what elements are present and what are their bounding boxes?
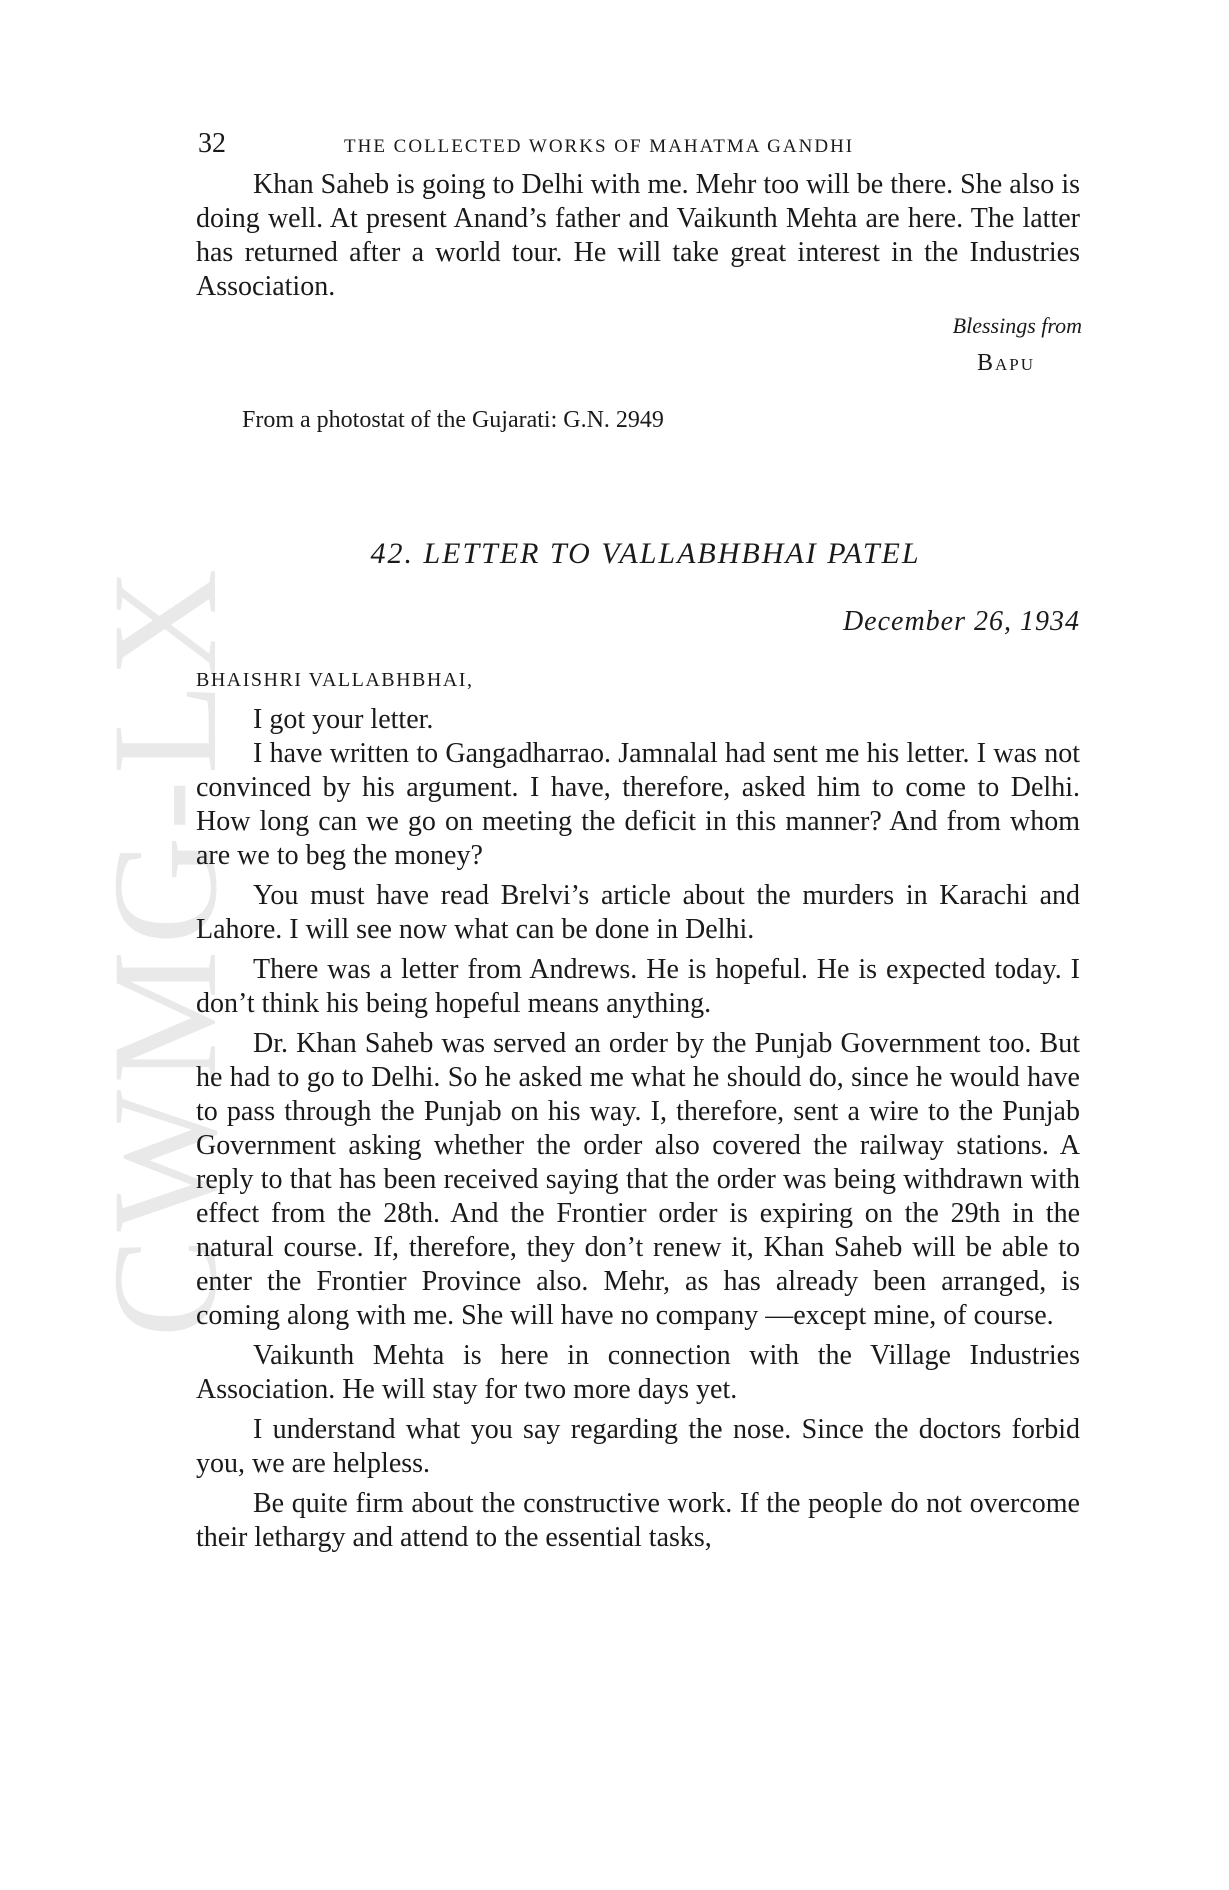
- book-page: [196, 128, 1080, 1555]
- body-paragraph: Dr. Khan Saheb was served an order by the Punjab Government too. But he had to go to Delhi. So he asked me what he should do, since he would have to pass through the Punjab on his way. I, therefore, sent a wire to the Punjab Government asking whether the order also covered the railway stations. A reply to that has been received saying that the order was being withdrawn with effect from the 28th. And the Frontier order is expiring on the 29th in the natural course. If, therefore, they don’t renew it, Khan Saheb will be able to enter the Frontier Province also. Mehr, as has already been arranged, is coming along with me. She will have no company —except mine, of course.: [196, 1028, 1080, 1331]
- page-number: 32: [198, 128, 226, 159]
- letter-closing: [196, 312, 1080, 377]
- signature-text: Bapu: [976, 350, 1035, 376]
- previous-letter-continuation: Khan Saheb is going to Delhi with me. Mehr too will be there. She also is doing well. At present Anand’s father and Vaikunth Mehta are here. The latter has returned after a world tour. He will take great interest in the Industries Association.: [196, 169, 1080, 302]
- body-paragraph: Vaikunth Mehta is here in connection with the Village Industries Association. He will stay for two more days yet.: [196, 1340, 1080, 1405]
- body-paragraph: I understand what you say regarding the nose. Since the doctors forbid you, we are helpless.: [196, 1414, 1080, 1479]
- running-title: THE COLLECTED WORKS OF MAHATMA GANDHI: [344, 136, 855, 157]
- letter-date: December 26, 1934: [842, 606, 1080, 637]
- body-paragraph: I got your letter.: [253, 704, 434, 735]
- signature: [196, 350, 1035, 377]
- body-paragraph: There was a letter from Andrews. He is hopeful. He is expected today. I don’t think his being hopeful means anything.: [196, 954, 1080, 1019]
- salutation: BHAISHRI VALLABHBHAI,: [196, 669, 474, 691]
- letter-body: [196, 703, 1080, 1555]
- source-note: From a photostat of the Gujarati: G.N. 2949: [242, 407, 664, 433]
- running-head: [196, 128, 1080, 168]
- body-paragraph: You must have read Brelvi’s article about the murders in Karachi and Lahore. I will see now what can be done in Delhi.: [196, 880, 1080, 945]
- body-paragraph: Be quite firm about the constructive work. If the people do not overcome their lethargy and attend to the essential tasks,: [196, 1488, 1080, 1553]
- letter-heading: 42. LETTER TO VALLABHBHAI PATEL: [370, 537, 921, 570]
- closing-phrase: Blessings from: [952, 313, 1082, 338]
- body-paragraph: I have written to Gangadharrao. Jamnalal had sent me his letter. I was not convinced by his argument. I have, therefore, asked him to come to Delhi. How long can we go on meeting the deficit in this manner? And from whom are we to beg the money?: [196, 738, 1080, 871]
- watermark-text: CWMG-LX: [82, 562, 248, 1338]
